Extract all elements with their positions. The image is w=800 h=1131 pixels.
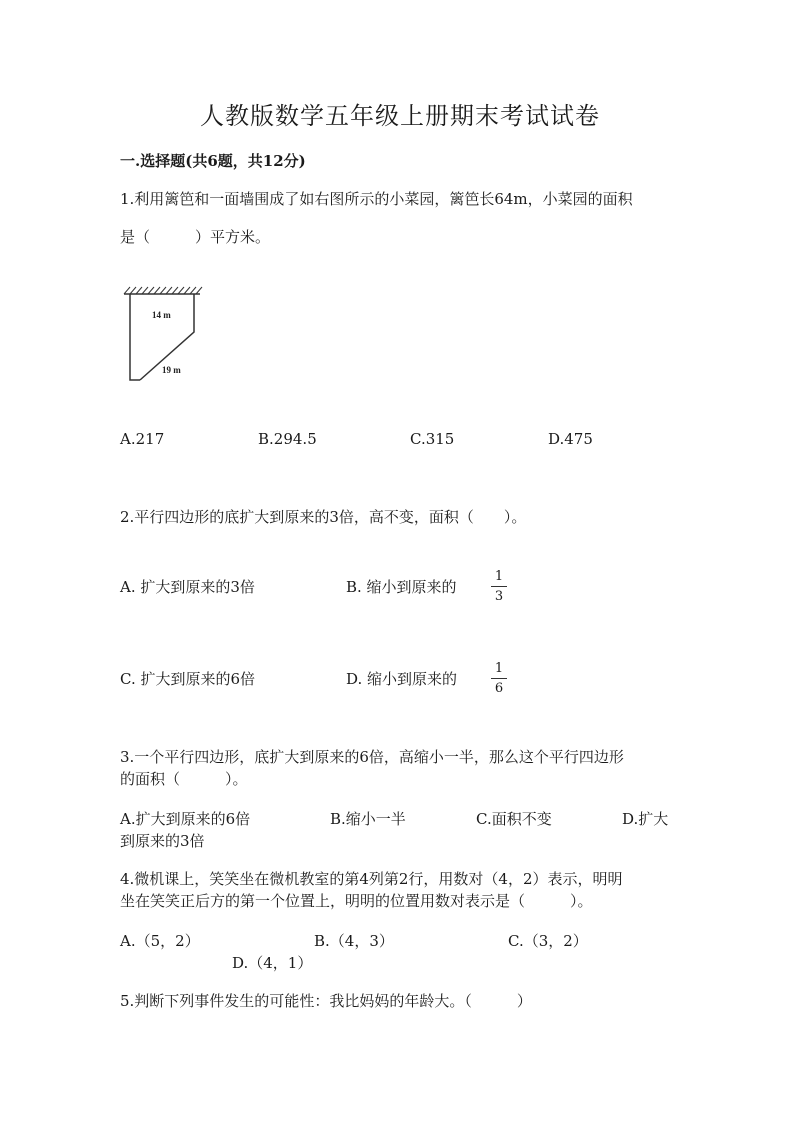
- question-3-option-b[interactable]: B.缩小一半: [330, 810, 406, 828]
- question-2-text: 2.平行四边形的底扩大到原来的3倍，高不变，面积（ ）。: [120, 508, 527, 526]
- question-3-line-1: 3.一个平行四边形，底扩大到原来的6倍，高缩小一半，那么这个平行四边形: [120, 748, 624, 766]
- page-title: 人教版数学五年级上册期末考试试卷: [200, 102, 600, 130]
- wall-hatching: [124, 287, 202, 294]
- fraction-bar: [491, 586, 507, 587]
- question-4-option-c[interactable]: C.（3，2）: [508, 932, 588, 950]
- question-1-line-1: 1.利用篱笆和一面墙围成了如右图所示的小菜园，篱笆长64m，小菜园的面积: [120, 190, 633, 208]
- question-4-option-b[interactable]: B.（4，3）: [314, 932, 394, 950]
- fraction-numerator: 1: [494, 569, 504, 584]
- fraction-one-sixth: [491, 662, 507, 695]
- question-4-line-1: 4.微机课上，笑笑坐在微机教室的第4列第2行，用数对（4，2）表示，明明: [120, 870, 623, 888]
- question-2-option-a[interactable]: A. 扩大到原来的3倍: [120, 578, 255, 596]
- question-3-option-d-cont: 到原来的3倍: [120, 832, 205, 850]
- question-3-line-2: 的面积（ ）。: [120, 770, 248, 788]
- question-3-option-c[interactable]: C.面积不变: [476, 810, 552, 828]
- fraction-one-third: [491, 570, 507, 603]
- question-5-text: 5.判断下列事件发生的可能性：我比妈妈的年龄大。（ ）: [120, 992, 532, 1010]
- fraction-denominator: 6: [494, 681, 504, 696]
- question-1-option-c[interactable]: C.315: [410, 430, 455, 448]
- garden-trapezoid-diagram: [122, 284, 204, 388]
- question-4-option-a[interactable]: A.（5，2）: [120, 932, 200, 950]
- label-14m: 14 m: [152, 310, 171, 320]
- question-2-option-d[interactable]: D. 缩小到原来的: [346, 670, 458, 688]
- question-1-option-b[interactable]: B.294.5: [258, 430, 317, 448]
- label-19m: 19 m: [162, 365, 181, 375]
- fence-left: [130, 294, 140, 380]
- question-3-option-d[interactable]: D.扩大: [622, 810, 669, 828]
- question-3-option-a[interactable]: A.扩大到原来的6倍: [120, 810, 251, 828]
- garden-figure: [122, 284, 204, 392]
- question-1-option-d[interactable]: D.475: [548, 430, 593, 448]
- question-2-option-b[interactable]: B. 缩小到原来的: [346, 578, 457, 596]
- question-1-option-a[interactable]: A.217: [120, 430, 165, 448]
- fraction-numerator: 1: [494, 661, 504, 676]
- section-heading-choice: 一.选择题(共6题，共12分): [120, 152, 306, 170]
- fraction-denominator: 3: [494, 589, 504, 604]
- fraction-bar: [491, 678, 507, 679]
- question-2-option-c[interactable]: C. 扩大到原来的6倍: [120, 670, 256, 688]
- question-1-line-2: 是（ ）平方米。: [120, 228, 271, 246]
- question-4-line-2: 坐在笑笑正后方的第一个位置上，明明的位置用数对表示是（ ）。: [120, 892, 593, 910]
- question-4-option-d[interactable]: D.（4，1）: [232, 954, 313, 972]
